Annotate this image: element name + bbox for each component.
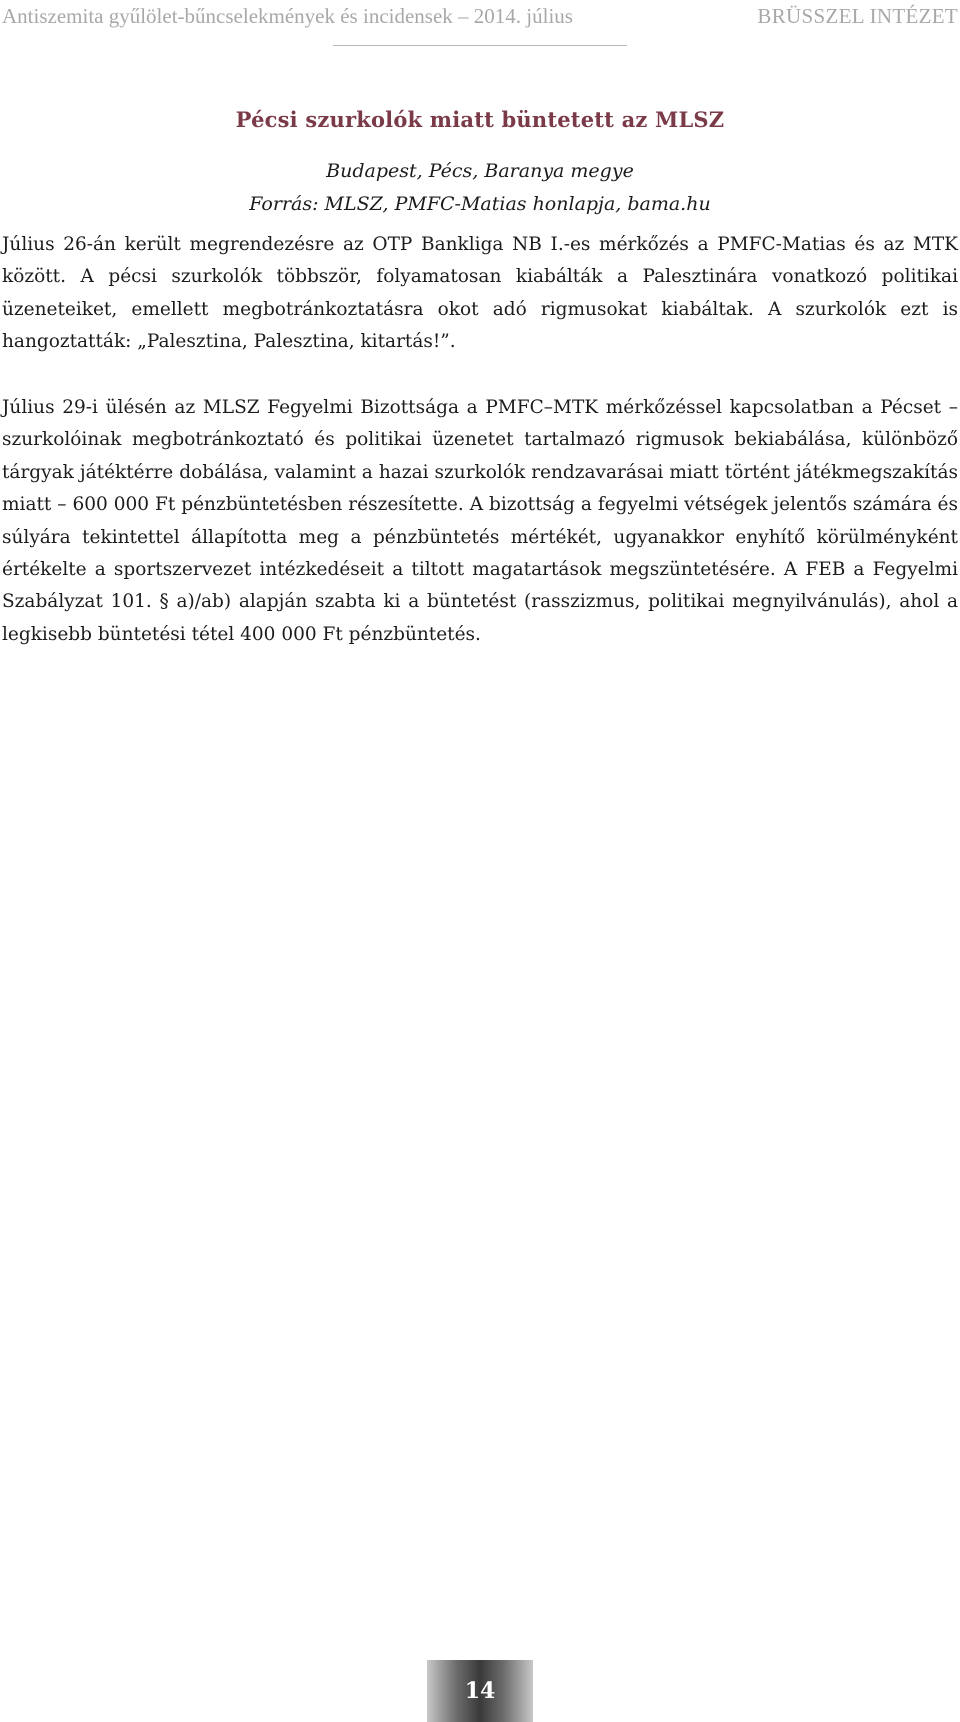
page-number: 14 (464, 1678, 496, 1704)
article-paragraph: Július 26-án került megrendezésre az OTP Bankliga NB I.-es mérkőzés a PMFC-Matias és az MTK között. A pécsi szurkolók többször, folyamatosan kiabálták a Palesztinára vonatkozó politikai üzeneteiket, emellett megbotránkoztatásra okot adó rigmusokat kiabáltak. A szurkolók ezt is hangoztatták: „Palesztina, Palesztina, kitartás!”. (2, 234, 958, 353)
header-report-title: Antiszemita gyűlölet-bűncselekmények és incidensek – 2014. július (2, 4, 573, 28)
article-source: Forrás: MLSZ, PMFC-Matias honlapja, bama.hu (249, 193, 711, 215)
page-number-box (427, 1660, 533, 1722)
article-paragraph: Július 29-i ülésén az MLSZ Fegyelmi Bizottsága a PMFC–MTK mérkőzéssel kapcsolatban a Pécset – szurkolóinak megbotránkoztató és politikai üzenetet tartalmazó rigmusok bekiabálása, különböző tárgyak játéktérre dobálása, valamint a hazai szurkolók rendzavarásai miatt történt játékmegszakítás miatt – 600 000 Ft pénzbüntetésben részesítette. A bizottság a fegyelmi vétségek jelentős számára és súlyára tekintettel állapította meg a pénzbüntetés mértékét, ugyanakkor enyhítő körülményként értékelte a sportszervezet intézkedéseit a tiltott magatartások megszüntetésére. A FEB a Fegyelmi Szabályzat 101. § a)/ab) alapján szabta ki a büntetést (rasszizmus, politikai megnyilvánulás), ahol a legkisebb büntetési tétel 400 000 Ft pénzbüntetés. (2, 397, 958, 645)
article-location: Budapest, Pécs, Baranya megye (326, 160, 634, 182)
header-divider (333, 45, 627, 46)
article-title: Pécsi szurkolók miatt büntetett az MLSZ (235, 107, 725, 132)
running-header (0, 4, 960, 36)
header-publisher: BRÜSSZEL INTÉZET (757, 4, 958, 28)
